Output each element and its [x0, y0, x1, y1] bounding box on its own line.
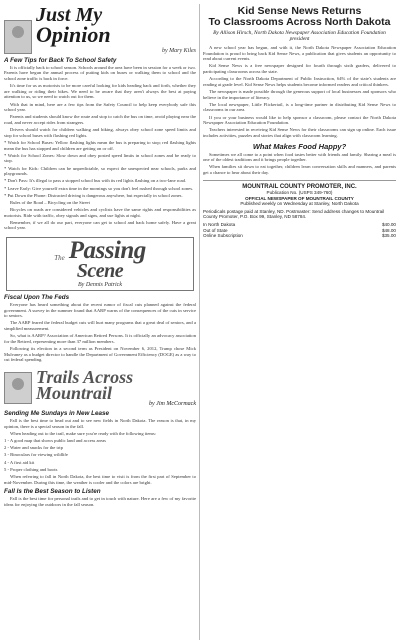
list-item: 3 - Binoculars for viewing wildlife — [4, 452, 68, 458]
article-body — [4, 65, 196, 139]
article-subhead: Fiscal Upon The Feds — [4, 294, 70, 302]
column-divider — [199, 4, 200, 640]
paragraph: Teachers interested in receiving Kid Sense News for their classrooms can sign up online. Each issue includes activities, puzzles and stories that align with classroom learning. — [203, 127, 396, 138]
paragraph: If you or your business would like to help sponsor a classroom, please contact the North Dakota Newspaper Association Education Foundation. — [203, 114, 396, 126]
paragraph: When families sit down to eat together, children learn conversation skills and manners, and parents get a chance to hear about their day. — [203, 164, 396, 175]
trails-title-line2: Mountrail — [36, 382, 113, 403]
publication-number: Publication No. (USPS 349-760) — [266, 190, 333, 196]
publication-info — [203, 180, 396, 238]
article-body — [203, 45, 396, 138]
paragraph: Fall is the best time to head out and to see new fields in North Dakota. The reason is that, in my opinion, there is a special season in the fall. — [4, 418, 196, 429]
list-item: * Watch for Kids: Children can be unpredictable, so expect the unexpected near schools, parks and playgrounds. — [4, 165, 196, 177]
left-column — [4, 0, 196, 509]
list-item: * Watch for School Zones: Slow down and obey posted speed limits in school zones and be ready to stop. — [4, 152, 196, 164]
paragraph: Bicycles on roads are considered vehicles and cyclists have the same rights and responsibilities as motorists. Ride with traffic, obey signals and signs, and use lights at night. — [4, 207, 196, 218]
paragraph: Kid Sense News is a free newspaper designed for fourth through sixth graders, delivered to participating classrooms across the state. — [203, 63, 396, 74]
columnist-photo — [4, 20, 32, 54]
rate-value: $48.00 — [381, 227, 396, 233]
paragraph: A new school year has begun, and with it, the North Dakota Newspaper Association Education Foundation is proud to bring back Kid Sense News, a publication that gives students an opportunity to read about current events. — [203, 45, 396, 62]
paragraph: Parents and students should know the route and stop to catch the bus on time, avoid playing near the road, and never accept rides from strangers. — [4, 114, 196, 126]
rate-label: In North Dakota — [203, 221, 236, 227]
rate-row — [203, 233, 396, 239]
list-item: 4 - A first aid kit — [4, 459, 35, 465]
article-subhead: Fall Is the Best Season to Listen — [4, 488, 101, 496]
columnist-photo — [4, 372, 32, 404]
logo-word-the: The — [54, 254, 65, 263]
rate-value: $35.00 — [381, 233, 396, 239]
trails-masthead — [4, 366, 196, 408]
article-body — [4, 496, 196, 507]
paragraph: With that in mind, here are a few tips from the Safety Council to help keep everybody safe this school year. — [4, 101, 196, 113]
column-title-line2: Opinion — [36, 22, 111, 47]
paragraph: So, what is AARP? Association of American Retired Persons. It is officially an advocacy association for the Retired, representing more than 37 million members. — [4, 333, 196, 344]
article-subhead: A Few Tips for Back To School Safety — [4, 56, 117, 64]
list-item: 5 - Proper clothing and boots — [4, 466, 58, 472]
logo-word-scene: Scene — [76, 260, 124, 283]
publication-name: OFFICIAL NEWSPAPER OF MOUNTRAIL COUNTY — [245, 195, 354, 201]
paragraph: Rules of the Road – Bicycling on the Street — [10, 199, 90, 205]
paragraph: Remember, if we all do our part, everyone can get to school and back home safely. Have a great school year. — [4, 219, 196, 231]
column-byline: by Mary Kiles — [162, 47, 196, 54]
safety-tips-list — [4, 140, 196, 198]
paragraph: When referring to fall in North Dakota, the best time to visit is from the first part of September to mid-November. During this time, the weather is cooler and the colors are bright. — [4, 474, 196, 485]
article-subhead: What Makes Food Happy? — [252, 141, 347, 151]
just-my-opinion-masthead — [4, 6, 196, 54]
rate-value: $40.00 — [381, 221, 396, 227]
paragraph: The local newspaper, Little Flickertail, is a long-time partner in distributing Kid Sense News to classrooms in our area. — [203, 101, 396, 113]
paragraph: The newspaper is made possible through the generous support of local businesses and sponsors who believe in the importance of literacy. — [203, 88, 396, 100]
trails-title-line1: Trails Across — [36, 366, 134, 387]
paragraph: Following its election in a second term as President on November 6, 2012, Trump chose Mick Mulvaney as a budget director to handle the Department of Government Efficiency (DOGE) as a way to cut federal spending. — [4, 345, 196, 363]
kid-sense-byline: By Allison Hirsch, North Dakota Newspaper Association Education Foundation president — [213, 30, 386, 43]
list-item: 1 - A good map that shows public land and access areas — [4, 438, 106, 444]
list-item: * Don't Pass: It's illegal to pass a stopped school bus with its red lights flashing on a two-lane road. — [4, 178, 187, 184]
column-title-line1: Just My — [36, 4, 103, 26]
publication-address: Published weekly on Wednesday at Stanley, North Dakota — [240, 201, 359, 207]
article-body — [4, 474, 196, 485]
paragraph: It's time for us as motorists to be more careful looking for kids heading back and forth, whether they are walking or riding their bikes. We need to be aware that they aren't always the best at paying attention to us, so we need to watch out for them. — [4, 83, 196, 100]
paragraph: It is officially back to school season. Schools around the area have been in session for a week or two. Parents have begun the annual process of putting kids on buses or walking them to school and the school zone traffic is back in force. — [4, 64, 196, 82]
list-item: * Watch for School Buses: Yellow flashing lights mean the bus is preparing to stop; red flashing lights mean the bus has stopped and children are getting on or off. — [4, 139, 196, 151]
subscription-note: Periodicals postage paid at Stanley, ND. Postmaster: Send address changes to Mountrail County Promoter, P.O. Box 99, Stanley, ND 58784. — [203, 208, 385, 220]
paragraph: The AARP feared the federal budget cuts will hurt many programs that a great deal of seniors, and a simplified measurement. — [4, 320, 196, 332]
kid-sense-headline — [203, 6, 396, 28]
list-item: * Put Down the Phone: Distracted driving is dangerous anywhere, but especially in school zones. — [4, 192, 183, 198]
list-item: 2 - Water and snacks for the trip — [4, 445, 63, 451]
right-column — [203, 0, 396, 239]
article-subhead: Sending Me Sundays in New Lease — [4, 410, 109, 418]
paragraph: According to the North Dakota Department of Public Instruction, 64% of the state's students are reading at grade level. Kid Sense News helps students become informed readers and critical thinkers. — [203, 76, 396, 87]
paragraph: Fall is the best time for personal trails and to get in touch with nature. Here are a few of my favorite ideas for enjoying the outdoors in the fall season. — [4, 496, 196, 507]
rate-label: Out of State — [203, 227, 228, 233]
paragraph: Everyone has heard something about the recent rumor of fiscal cuts planned against the federal government. A survey in the summer found that AARP warns of the consequences of the cuts in service to seniors. — [4, 302, 196, 319]
headline-line1: Kid Sense News Returns — [237, 5, 362, 17]
logo-byline: By Dennis Patrick — [78, 282, 122, 289]
trail-items-list — [4, 438, 196, 472]
subscription-rates — [203, 222, 396, 239]
headline-line2: To Classrooms Across North Dakota — [208, 16, 391, 29]
paragraph: When heading out to the trail, make sure you're ready with the following items: — [10, 430, 157, 436]
rate-label: Online Subscription — [203, 233, 243, 239]
list-item: * Leave Early: Give yourself extra time in the mornings so you don't feel rushed through school zones. — [4, 185, 194, 191]
passing-scene-logo — [6, 237, 194, 291]
article-body — [4, 302, 196, 363]
publication-title: MOUNTRAIL COUNTY PROMOTER, INC. — [242, 184, 357, 191]
logo-word-passing: Passing — [68, 236, 146, 264]
article-closing — [4, 200, 196, 231]
trails-byline: by Jim McCormack — [149, 401, 196, 408]
paragraph: Drivers should watch for children walking and biking, always obey school zone speed limits and stop for school buses with flashing red lights. — [4, 127, 196, 138]
article-body — [203, 152, 396, 176]
paragraph: Sometimes we all come to a point when food tastes better with friends and family. Sharing a meal is one of the oldest traditions and it brings people together. — [203, 151, 396, 163]
article-body — [4, 418, 196, 436]
